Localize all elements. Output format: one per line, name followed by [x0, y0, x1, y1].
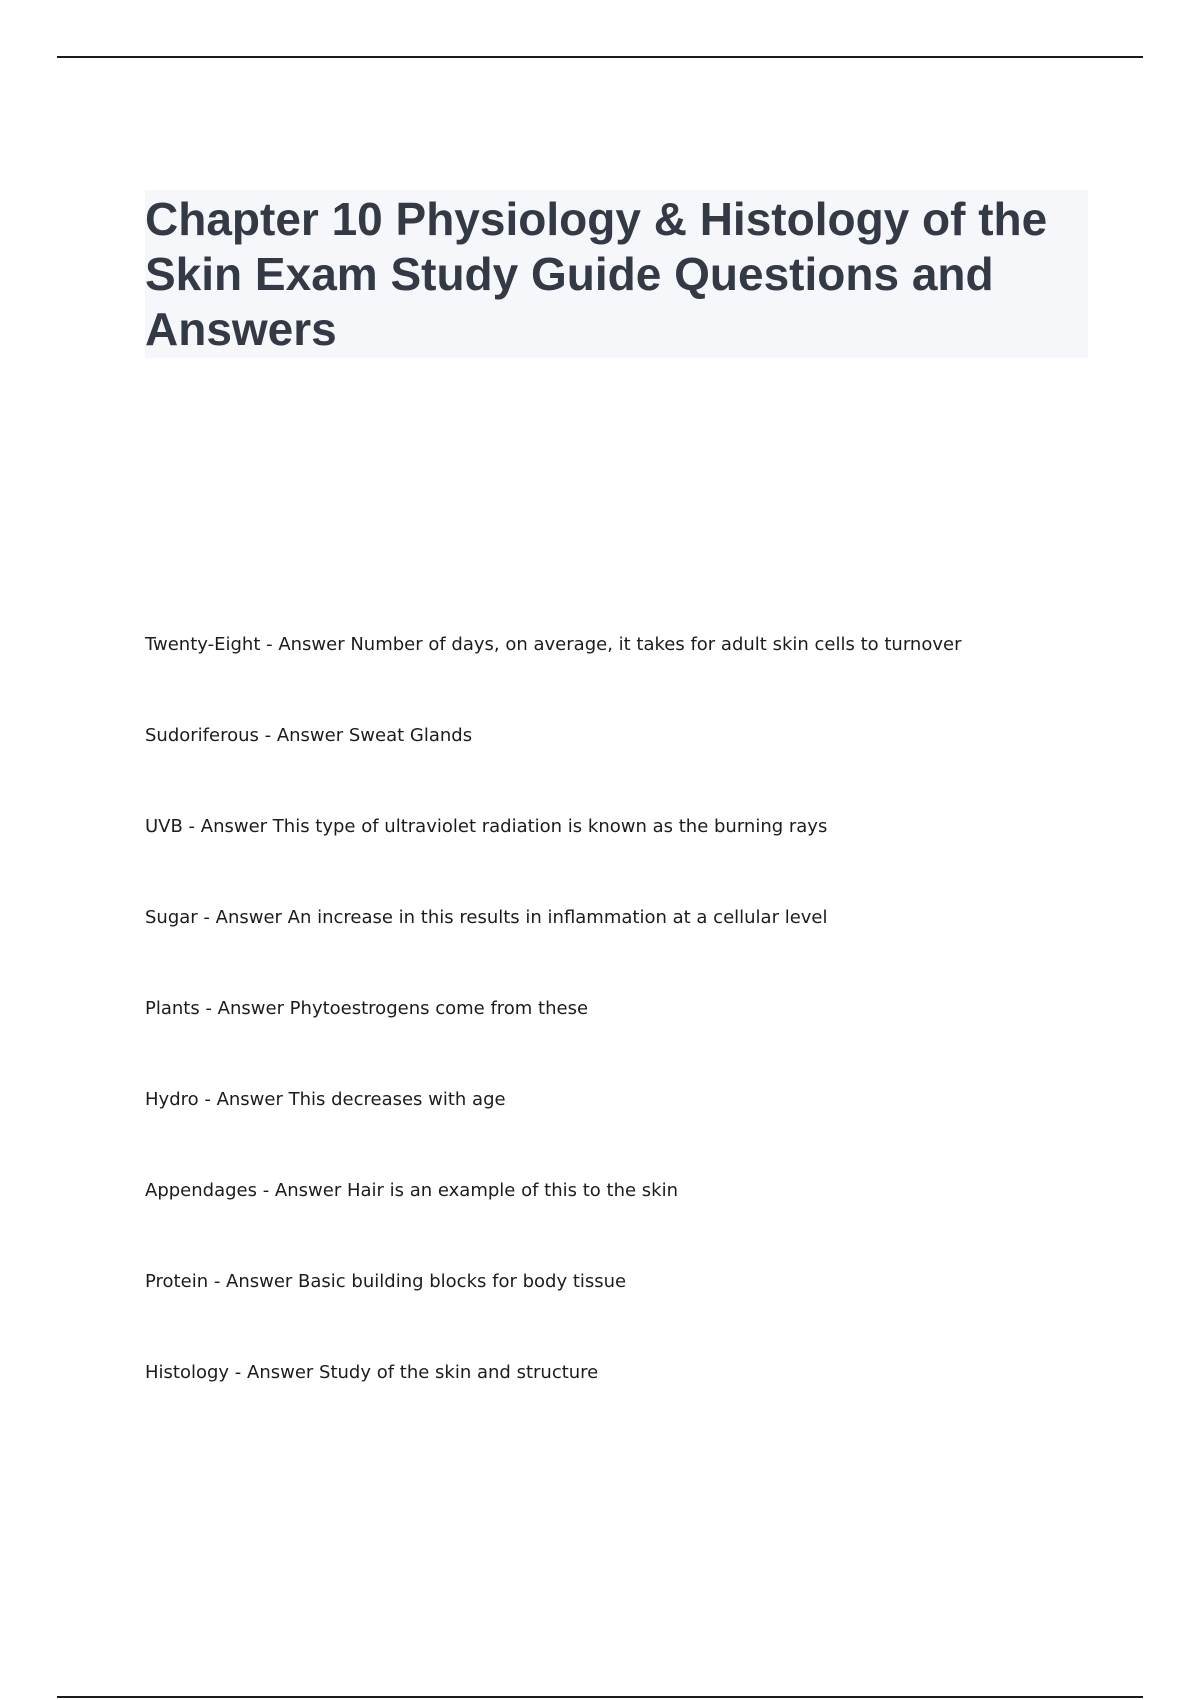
top-rule [57, 56, 1143, 58]
qa-list [145, 631, 1105, 1450]
document-title: Chapter 10 Physiology & Histology of the Skin Exam Study Guide Questions and Answers [145, 193, 1048, 355]
title-block [145, 190, 1088, 358]
qa-item-twenty-eight: Twenty-Eight - Answer Number of days, on average, it takes for adult skin cells to turnover [145, 634, 962, 655]
qa-item-plants: Plants - Answer Phytoestrogens come from these [145, 998, 589, 1019]
qa-item-sudoriferous: Sudoriferous - Answer Sweat Glands [145, 725, 473, 746]
qa-item-protein: Protein - Answer Basic building blocks for body tissue [145, 1271, 627, 1292]
qa-item-uvb: UVB - Answer This type of ultraviolet radiation is known as the burning rays [145, 816, 828, 837]
qa-item-appendages: Appendages - Answer Hair is an example of this to the skin [145, 1180, 678, 1201]
qa-item-sugar: Sugar - Answer An increase in this results in inflammation at a cellular level [145, 907, 828, 928]
qa-item-hydro: Hydro - Answer This decreases with age [145, 1089, 506, 1110]
bottom-rule [57, 1696, 1143, 1698]
qa-item-histology: Histology - Answer Study of the skin and structure [145, 1362, 599, 1383]
